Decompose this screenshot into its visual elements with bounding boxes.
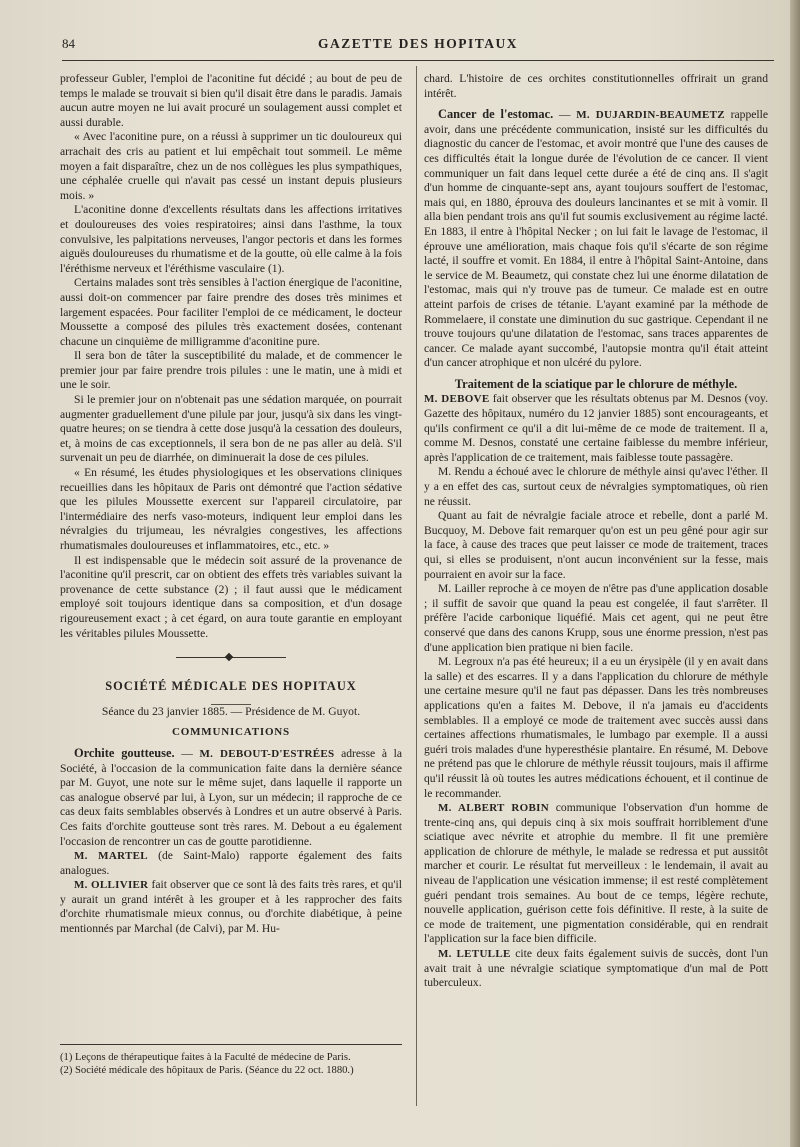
orchite-author: M. DEBOUT-D'ESTRÉES	[199, 747, 335, 760]
paragraph: « En résumé, les études physiologiques et les observations cliniques recueillies dans les hôpitaux de Paris ont démontré que l'action sédative que les pilules Moussette exercent sur l'appareil circulatoire, par l'intermédiaire des nerfs vaso-moteurs, indiquent leur emploi dans les névralgies du trijumeau, les névralgies congestives, les affections rhumatismales douloureuses et inflammatoires, etc., etc. »	[60, 466, 402, 552]
letulle-text: cite deux faits également suivis de succès, dont l'un avait trait à une névralgie sciatique symptomatique d'un mal de Pott tuberculeux.	[424, 947, 768, 990]
orchite-title: Orchite goutteuse.	[74, 745, 175, 760]
page-edge	[790, 0, 800, 1147]
paragraph: M. Legroux n'a pas été heureux; il a eu un érysipèle (il y en avait dans la salle) et des escarres. Il y a dans l'application du chlorure de méthyle une certaine mesure qu'il ne faut pas dépasser. Dans les très nombreuses applications qu'en a faites M. Debove, il n'a jamais eu d'accidents semblables. Il a employé ce mode de traitement avec succès aussi dans certaines affections rhumatismales, le lumbago par exemple. Il a aussi guéri trois malades d'une hyperesthésie plantaire. En résumé, M. Debove ne prétend pas que le chlorure de méthyle réussit toujours, mais il affirme qu'il réussit là où toutes les autres médications échouent, et il continue de le recommander.	[424, 655, 768, 800]
sciatique-paragraph	[424, 392, 768, 465]
sciatique-text: fait observer que les résultats obtenus par M. Desnos (voy. Gazette des hôpitaux, numéro du 12 janvier 1885) sont encourageants, et qu'ils confirment ce qu'il a dit lui-même de ce mode de traitement. Il a, comme M. Desnos, constaté une certaine faiblesse du membre inférieur, après l'application de ce traitement, mais faiblesse toute passagère.	[424, 392, 768, 464]
sciatique-title-text: Traitement de la sciatique par le chlorure de méthyle.	[454, 376, 738, 391]
footnote-1: (1) Leçons de thérapeutique faites à la Faculté de médecine de Paris.	[60, 1052, 351, 1063]
ollivier-author: M. OLLIVIER	[74, 879, 149, 892]
cancer-title: Cancer de l'estomac.	[438, 107, 554, 122]
paragraph: Il sera bon de tâter la susceptibilité du malade, et de commencer le premier jour par faire prendre trois pilules : une le matin, une à midi et une le soir.	[60, 349, 402, 392]
orchite-text: adresse à la Société, à l'occasion de la communication faite dans la dernière séance par M. Guyot, une note sur le même sujet, dans laquelle il rapporte un cas analogue observé par lui, à Lyon, sur un médecin; il rapproche de ce cas deux faits semblables observés à Londres et un autre observé à Paris. Ces faits d'orchite goutteuse sont très rares. M. Debout a eu également l'occasion de rencontrer un cas de goutte parotidienne.	[60, 746, 402, 848]
footnote-2: (2) Société médicale des hôpitaux de Paris. (Séance du 22 oct. 1880.)	[60, 1065, 354, 1076]
page-header	[62, 34, 774, 58]
paragraph: Il est indispensable que le médecin soit assuré de la provenance de l'aconitine qu'il prescrit, car on obtient des effets très variables suivant la provenance de cette substance (2) ; il faut aussi que le médicament employé soit toujours identique dans sa composition, et d'un dosage rigoureusement exact ; à cet égard, on aura toute garantie en employant les véritables pilules Moussette.	[60, 553, 402, 640]
robin-text: communique l'observation d'un homme de trente-cinq ans, qui depuis cinq à six mois souffrait horriblement d'une sciatique avec névrite et atrophie du membre. Il fit une première application de chlorure de méthyle, le malade se redressa et put aussitôt marcher et courir. Le résultat fut merveilleux : le lendemain, il avait au niveau de l'application une vésication immense; il est resté complètement guéri pendant trois semaines. Au bout de ce temps, légère rechute, nouvelle application, guérison cette fois définitive. Il reste, à la suite de ce mode de traitement, une pigmentation considérable, qui en rendrait l'application sur la face bien difficile.	[424, 801, 768, 946]
header-rule	[62, 60, 774, 61]
sciatique-title	[424, 377, 768, 393]
robin-author: M. ALBERT ROBIN	[438, 802, 549, 815]
continuation-paragraph: chard. L'histoire de ces orchites constitutionnelles offrirait un grand intérêt.	[424, 72, 768, 100]
cancer-author: M. DUJARDIN-BEAUMETZ	[576, 109, 725, 122]
robin-paragraph	[424, 801, 768, 947]
paragraph: Si le premier jour on n'obtenait pas une sédation marquée, on pourrait augmenter graduellement d'une pilule par jour, jusqu'à six dans les vingt-quatre heures; on se tiendra à cette dose jusqu'à la cessation des douleurs, et, à moins de cas exceptionnels, il sera bon de ne pas aller au delà. S'il survenait un peu de diarrhée, on diminuerait la dose de ces pilules.	[60, 393, 402, 465]
communications-heading: COMMUNICATIONS	[172, 726, 290, 739]
left-column	[60, 72, 402, 937]
letulle-paragraph	[424, 947, 768, 991]
paragraph: Quant au fait de névralgie faciale atroce et rebelle, dont a parlé M. Bucquoy, M. Debove fait remarquer qu'on est un peu gêné pour agir sur la face, à cause des traces que peut laisser ce mode de traitement, traces qui, si elles se produisent, n'ont aucun inconvénient sur la fesse, mais pourraient en avoir sur la face.	[424, 509, 768, 581]
journal-title: GAZETTE DES HOPITAUX	[317, 36, 519, 51]
martel-paragraph	[60, 849, 402, 878]
ollivier-text: fait observer que ce sont là des faits très rares, et qu'il y aurait un grand intérêt à les grouper et à les rapprocher des faits d'orchite rhumatismale mieux connus, ou d'orchite diabétique, à peine mentionnés par Marchal (de Calvi), par M. Hu-	[60, 878, 402, 936]
column-divider	[416, 66, 417, 1106]
martel-text: (de Saint-Malo) rapporte également des faits analogues.	[60, 849, 402, 877]
seance-line: Séance du 23 janvier 1885. — Présidence de M. Guyot.	[101, 704, 361, 718]
section-ornament	[176, 655, 286, 661]
paragraph: M. Rendu a échoué avec le chlorure de méthyle ainsi qu'avec l'éther. Il y a en effet des cas, surtout ceux de névralgies symptomatiques, où rien ne réussit.	[424, 465, 768, 508]
paragraph: « Avec l'aconitine pure, on a réussi à supprimer un tic douloureux qui arrachait des cris au patient et lui empêchait tout sommeil. Le même moyen a fait disparaître, chez un de nos collègues les plus sympathiques, une céphalée cruelle qui n'avait pas cessé un instant depuis plusieurs mois. »	[60, 130, 402, 202]
cancer-text: rappelle avoir, dans une précédente communication, insisté sur les difficultés du diagnostic du cancer de l'estomac, et avoir montré que l'une des causes de ces difficultés était la longue durée de l'évolution de ce cancer. Il vient communiquer un fait dans lequel cette durée a été de cinq ans. Il s'agit d'un homme de cinquante-sept ans, ayant toujours souffert de l'estomac, mais qui, en 1880, éprouva des douleurs lancinantes et se mit à vomir. Il alla bien pendant trois ans qu'il fut soumis exclusivement au régime lacté. En 1883, il entre à l'hôpital Necker ; on lui fait le lavage de l'estomac, il éprouve une amélioration, mais chaque fois qu'il s'écarte de son régime lacté, il souffre et vomit. En 1884, il entre à l'hôpital Saint-Antoine, dans le service de M. Beaumetz, qui constate chez lui une énorme dilatation de l'estomac, mais qui n'y trouve pas de tumeur. Ce malade est en outre atteint parfois de crises de tétanie. L'ayant examiné par la méthode de Rommelaere, il constate une diminution du suc gastrique. Cependant il ne trouve toujours qu'une dilatation de l'estomac, sans traces apparentes de cancer. Ce malade ayant succombé, l'autopsie montra qu'il était atteint d'un cancer atrophique et non ulcéré du pylore.	[424, 108, 768, 370]
paragraph: Certains malades sont très sensibles à l'action énergique de l'aconitine, aussi doit-on commencer par faire prendre des doses très minimes et largement espacées. Pour faciliter l'emploi de ce médicament, le docteur Moussette a composé des pilules très exactement dosées, contenant chacune un cinquième de milligramme d'aconitine pure.	[60, 276, 402, 348]
letulle-author: M. LETULLE	[438, 948, 511, 961]
sciatique-author: M. DEBOVE	[424, 393, 490, 406]
paragraph: M. Lailler reproche à ce moyen de n'être pas d'une application dosable ; il suffit de savoir que quand la peau est congelée, il faut s'arrêter. Il préfère l'acide carbonique liquéfié. Mais cet agent, qui ne peut être conservé que dans des canons Krupp, sous une énorme pression, n'est pas d'une application bien pratique ni bien facile.	[424, 582, 768, 654]
right-column	[424, 72, 768, 991]
paragraph: L'aconitine donne d'excellents résultats dans les affections irritatives et douloureuses des voies respiratoires; ainsi dans l'asthme, la toux convulsive, les palpitations nerveuses, l'angor pectoris et dans les formes aiguës douloureuses du rhumatisme et de la goutte, où elle calme à la fois l'éréthisme nerveux et l'éréthisme vasculaire (1).	[60, 203, 402, 275]
footnotes	[60, 1044, 402, 1077]
martel-author: M. MARTEL	[74, 850, 148, 863]
ollivier-paragraph	[60, 878, 402, 936]
orchite-paragraph: Orchite goutteuse. — M. DEBOUT-D'ESTRÉES adresse à la Société, à l'occasion de la communication faite dans la dernière séance par M. Guyot, une note sur le même sujet, dans laquelle il rapporte un cas analogue observé par lui, à Lyon, sur un médecin; il rapproche de ce cas deux faits semblables observés à Londres et un autre observé à Paris. Ces faits d'orchite goutteuse sont très rares. M. Debout a eu également l'occasion de rencontrer un cas de goutte parotidienne.	[60, 745, 402, 848]
paragraph: professeur Gubler, l'emploi de l'aconitine fut décidé ; au bout de peu de temps le malade se trouvait si bien qu'il disait être dans le paradis. Jamais aucun autre moyen ne lui avait procuré un soulagement aussi complet et aussi durable.	[60, 72, 402, 129]
page-number: 84	[62, 36, 75, 51]
cancer-paragraph: Cancer de l'estomac. — M. DUJARDIN-BEAUMETZ rappelle avoir, dans une précédente communication, insisté sur les difficultés du diagnostic du cancer de l'estomac, et avoir montré que l'une des causes de ces difficultés était la longue durée de l'évolution de ce cancer. Il vient communiquer un fait dans lequel cette durée a été de cinq ans. Il s'agit d'un homme de cinquante-sept ans, ayant toujours souffert de l'estomac, mais qui, en 1880, éprouva des douleurs lancinantes et se mit à vomir. Il alla bien pendant trois ans qu'il fut soumis exclusivement au régime lacté. En 1883, il entre à l'hôpital Necker ; on lui fait le lavage de l'estomac, il éprouve une amélioration, mais chaque fois qu'il s'écarte de son régime lacté, il souffre et vomit. En 1884, il entre à l'hôpital Saint-Antoine, dans le service de M. Beaumetz, qui constate chez lui une énorme dilatation de l'estomac, mais qui n'y trouve pas de tumeur. Ce malade est en outre atteint parfois de crises de tétanie. L'ayant examiné par la méthode de Rommelaere, il constate une diminution du suc gastrique. Cependant il ne trouve toujours qu'une dilatation de l'estomac, sans traces apparentes de cancer. Ce malade ayant succombé, l'autopsie montra qu'il était atteint d'un cancer atrophique et non ulcéré du pylore.	[424, 107, 768, 370]
section-title: SOCIÉTÉ MÉDICALE DES HOPITAUX	[105, 679, 357, 694]
footnote-rule	[60, 1044, 402, 1045]
